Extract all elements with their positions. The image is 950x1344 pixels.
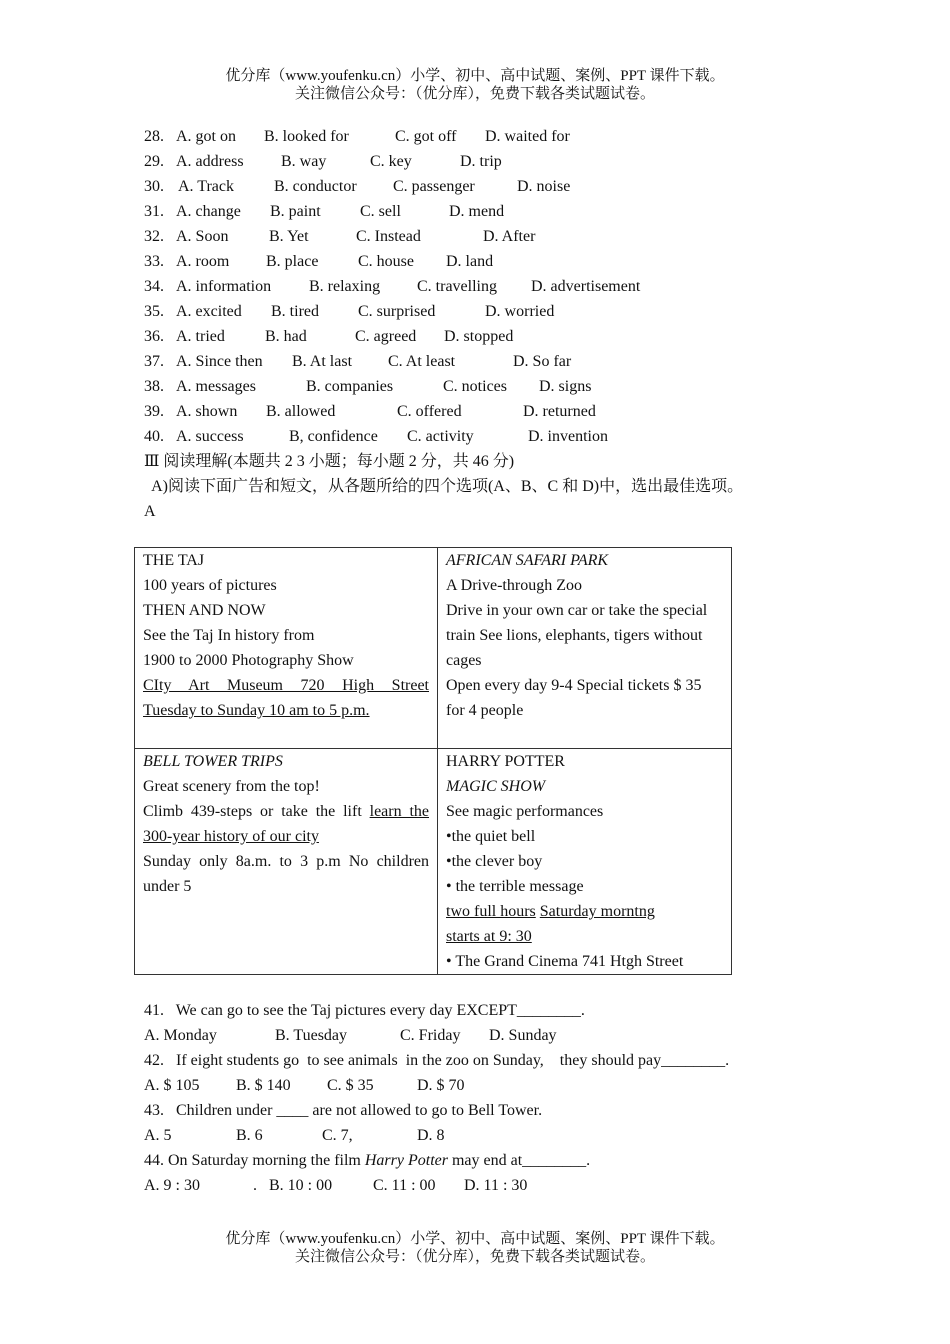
choice-row-35: 35. A. excited B. tired C. surprised D. worried — [144, 303, 555, 320]
choice-row-37: 37. A. Since then B. At last C. At least D. So far — [144, 353, 572, 370]
part-label: A — [144, 503, 156, 520]
page-footer — [0, 1230, 950, 1266]
ad-safari: AFRICAN SAFARI PARK A Drive-through Zoo Drive in your own car or take the special train See lions, elephants, tigers without cages Open every day 9-4 Special tickets $ 35 for 4 people — [438, 548, 732, 749]
question-42: 42. If eight students go to see animals in the zoo on Sunday, they should pay________. — [144, 1052, 730, 1069]
question-44: 44. On Saturday morning the film Harry Potter may end at________. — [144, 1152, 591, 1169]
choice-row-29: 29. A. address B. way C. key D. trip — [144, 153, 502, 170]
footer-line-1: 优分库（www.youfenku.cn）小学、初中、高中试题、案例、PPT 课件下载。 — [225, 1231, 725, 1247]
answers-42: A. $ 105 B. $ 140 C. $ 35 D. $ 70 — [144, 1077, 465, 1094]
header-line-2: 关注微信公众号：（优分库），免费下载各类试题试卷。 — [294, 86, 655, 102]
ads-table-wrapper — [134, 547, 731, 975]
ad-taj: THE TAJ 100 years of pictures THEN AND NOW See the Taj In history from 1900 to 2000 Photography Show CIty Art Museum 720 High Street Tuesday to Sunday 10 am to 5 p.m. — [135, 548, 438, 749]
questions — [144, 998, 844, 1198]
ad-harry-potter: HARRY POTTER MAGIC SHOW See magic performances •the quiet bell •the clever boy • the terrible message two full hours Saturday morntng starts at 9: 30 • The Grand Cinema 741 Htgh Street — [438, 749, 732, 975]
section-instruction: A)阅读下面广告和短文，从各题所给的四个选项(A、B、C 和 D)中，选出最佳选项。 — [144, 478, 744, 495]
choice-row-30: 30. A. Track B. conductor C. passenger D. noise — [144, 178, 571, 195]
choice-row-38: 38. A. messages B. companies C. notices D. signs — [144, 378, 592, 395]
choices-list — [144, 124, 844, 524]
choice-row-36: 36. A. tried B. had C. agreed D. stopped — [144, 328, 514, 345]
footer-line-2: 关注微信公众号：（优分库），免费下载各类试题试卷。 — [294, 1249, 655, 1265]
section-title: Ⅲ 阅读理解(本题共 2 3 小题；每小题 2 分，共 46 分) — [144, 453, 515, 470]
choice-row-31: 31. A. change B. paint C. sell D. mend — [144, 203, 505, 220]
question-43: 43. Children under ____ are not allowed to go to Bell Tower. — [144, 1102, 543, 1119]
choice-row-33: 33. A. room B. place C. house D. land — [144, 253, 494, 270]
choice-row-32: 32. A. Soon B. Yet C. Instead D. After — [144, 228, 536, 245]
answers-44: A. 9 : 30 . B. 10 : 00 C. 11 : 00 D. 11 : 30 — [144, 1177, 528, 1194]
question-41: 41. We can go to see the Taj pictures every day EXCEPT________. — [144, 1002, 585, 1019]
choice-row-39: 39. A. shown B. allowed C. offered D. returned — [144, 403, 596, 420]
ad-bell-tower: BELL TOWER TRIPS Great scenery from the top! Climb 439-steps or take the lift learn the 300-year history of our city Sunday only 8a.m. to 3 p.m No children under 5 — [135, 749, 438, 975]
page-header — [0, 67, 950, 103]
header-line-1: 优分库（www.youfenku.cn）小学、初中、高中试题、案例、PPT 课件下载。 — [225, 68, 725, 84]
choice-row-28: 28. A. got on B. looked for C. got off D. waited for — [144, 128, 570, 145]
ads-table — [134, 547, 732, 975]
answers-43: A. 5 B. 6 C. 7, D. 8 — [144, 1127, 445, 1144]
choice-row-34: 34. A. information B. relaxing C. travelling D. advertisement — [144, 278, 641, 295]
answers-41: A. Monday B. Tuesday C. Friday D. Sunday — [144, 1027, 557, 1044]
choice-row-40: 40. A. success B, confidence C. activity D. invention — [144, 428, 608, 445]
